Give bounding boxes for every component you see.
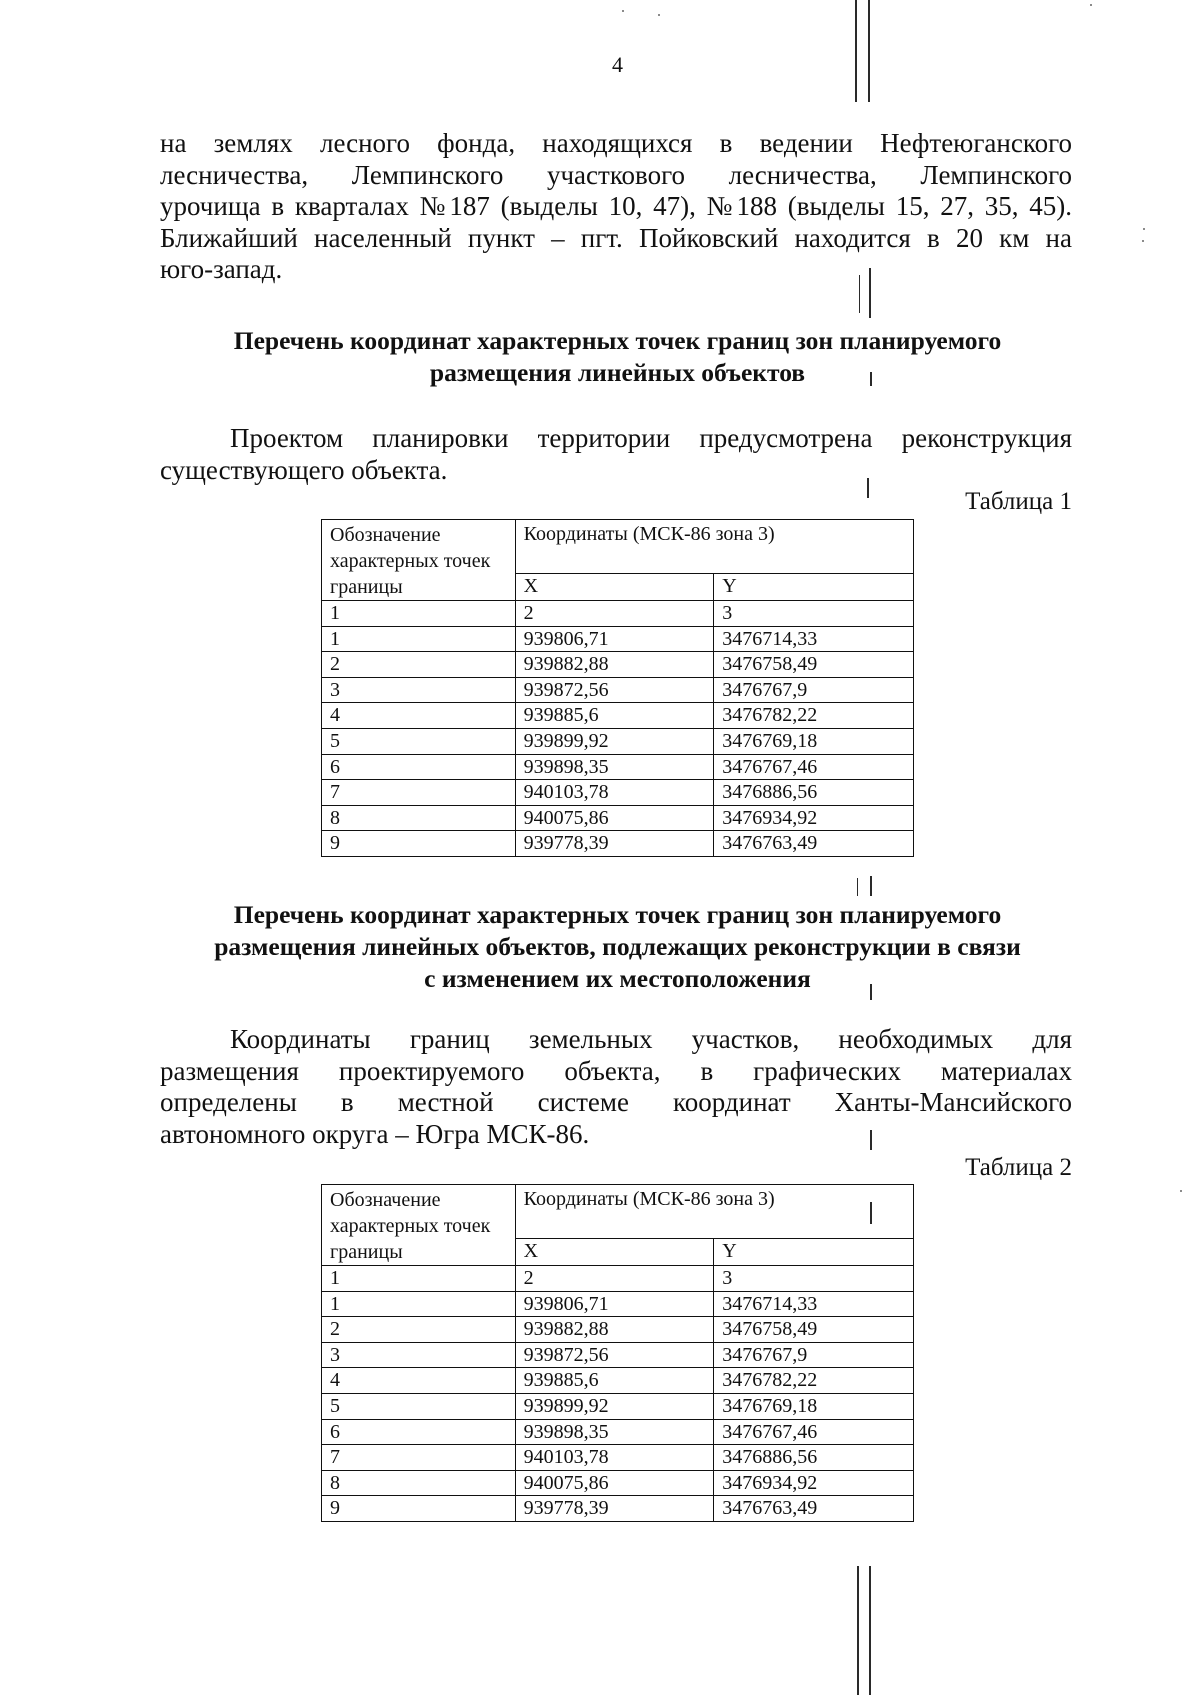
table-cell: 1	[322, 626, 516, 652]
header-coordinates: Координаты (МСК-86 зона 3)	[515, 1185, 913, 1239]
table-row	[322, 831, 914, 857]
scan-artifact-line	[869, 1566, 871, 1695]
table-cell: 3476886,56	[714, 780, 914, 806]
table-cell: 3476769,18	[714, 728, 914, 754]
header-y: Y	[714, 574, 914, 601]
table-cell: 7	[322, 780, 516, 806]
section1-paragraph	[160, 423, 1072, 486]
table-row	[322, 754, 914, 780]
paragraph-line: существующего объекта.	[160, 454, 448, 485]
table-header-row	[322, 1185, 914, 1239]
coordinates-table-2	[321, 1184, 914, 1522]
table-cell: 6	[322, 754, 516, 780]
table-row	[322, 652, 914, 678]
table-cell: 3476758,49	[714, 1317, 914, 1343]
table-row	[322, 677, 914, 703]
table-cell: 939898,35	[515, 754, 714, 780]
table-cell: 3476767,9	[714, 1342, 914, 1368]
table-cell: 3476763,49	[714, 831, 914, 857]
table-cell: 939872,56	[515, 1342, 714, 1368]
paragraph-line: Проектом планировки территории предусмотрена реконструкция	[230, 423, 1072, 453]
table-cell: 3	[714, 1266, 914, 1292]
paragraph-line: Ближайший населенный пункт – пгт. Пойковский находится в 20 км на	[160, 222, 1072, 253]
table-cell: 939882,88	[515, 652, 714, 678]
header-y: Y	[714, 1239, 914, 1266]
table-cell: 939898,35	[515, 1419, 714, 1445]
table2-caption: Таблица 2	[965, 1154, 1072, 1181]
table-row	[322, 1419, 914, 1445]
table-row	[322, 805, 914, 831]
table-cell: 3	[322, 677, 516, 703]
table-cell: 940103,78	[515, 1445, 714, 1471]
table-cell: 939882,88	[515, 1317, 714, 1343]
table-cell: 939806,71	[515, 626, 714, 652]
table-cell: 5	[322, 1393, 516, 1419]
table-row	[322, 1317, 914, 1343]
table-cell: 939899,92	[515, 728, 714, 754]
paragraph-line: определены в местной системе координат Ханты-Мансийского	[160, 1087, 1072, 1117]
paragraph-line: лесничества, Лемпинского участкового лесничества, Лемпинского	[160, 159, 1072, 190]
table-cell: 9	[322, 831, 516, 857]
header-coordinates: Координаты (МСК-86 зона 3)	[515, 520, 913, 574]
table-cell: 1	[322, 601, 516, 627]
table-cell: 939806,71	[515, 1291, 714, 1317]
scan-speck	[1090, 4, 1092, 6]
table-cell: 1	[322, 1291, 516, 1317]
page-number: 4	[612, 52, 623, 77]
section2-heading	[150, 899, 1085, 995]
heading-line: размещения линейных объектов	[429, 358, 806, 387]
paragraph-line: юго-запад.	[160, 254, 283, 284]
scan-artifact-line	[870, 876, 872, 896]
table-cell: 3476767,46	[714, 1419, 914, 1445]
table-numbering-row	[322, 1266, 914, 1292]
table-cell: 940103,78	[515, 780, 714, 806]
table-cell: 3476769,18	[714, 1393, 914, 1419]
header-x: X	[515, 574, 714, 601]
table-cell: 4	[322, 703, 516, 729]
paragraph-line: урочища в кварталах №187 (выделы 10, 47), №188 (выделы 15, 27, 35, 45).	[160, 191, 1072, 221]
table-cell: 939885,6	[515, 1368, 714, 1394]
table-cell: 7	[322, 1445, 516, 1471]
table-cell: 3476758,49	[714, 652, 914, 678]
header-point-designation: Обозначение характерных точек границы	[322, 1185, 516, 1266]
table-cell: 2	[515, 601, 714, 627]
table-cell: 3	[714, 601, 914, 627]
table-cell: 9	[322, 1496, 516, 1522]
header-point-designation: Обозначение характерных точек границы	[322, 520, 516, 601]
table-cell: 939885,6	[515, 703, 714, 729]
table-cell: 939778,39	[515, 831, 714, 857]
section1-heading	[150, 325, 1085, 389]
table-header-row	[322, 520, 914, 574]
table-row	[322, 703, 914, 729]
table-cell: 939872,56	[515, 677, 714, 703]
table-cell: 3	[322, 1342, 516, 1368]
table-row	[322, 1368, 914, 1394]
table-row	[322, 1445, 914, 1471]
coordinates-table-1	[321, 519, 914, 857]
table-cell: 3476767,46	[714, 754, 914, 780]
intro-paragraph	[160, 128, 1072, 286]
table-row	[322, 728, 914, 754]
table-row	[322, 1496, 914, 1522]
header-x: X	[515, 1239, 714, 1266]
section2-paragraph	[160, 1024, 1072, 1150]
table-cell: 3476886,56	[714, 1445, 914, 1471]
heading-line: Перечень координат характерных точек границ зон планируемого	[233, 326, 1002, 355]
scan-speck	[1142, 240, 1144, 242]
table-cell: 3476934,92	[714, 805, 914, 831]
scan-artifact-line	[855, 0, 857, 102]
scan-speck	[658, 14, 660, 16]
scan-speck	[1180, 1190, 1182, 1192]
table-cell: 3476714,33	[714, 1291, 914, 1317]
table-cell: 3476767,9	[714, 677, 914, 703]
table-numbering-row	[322, 601, 914, 627]
table-cell: 940075,86	[515, 1470, 714, 1496]
table1-caption: Таблица 1	[965, 488, 1072, 515]
table-row	[322, 1291, 914, 1317]
table-cell: 939778,39	[515, 1496, 714, 1522]
table-cell: 940075,86	[515, 805, 714, 831]
scan-artifact-line	[857, 878, 858, 896]
table-cell: 3476714,33	[714, 626, 914, 652]
paragraph-line: размещения проектируемого объекта, в графических материалах	[160, 1055, 1072, 1086]
table-cell: 3476782,22	[714, 703, 914, 729]
table-cell: 3476782,22	[714, 1368, 914, 1394]
paragraph-line: на землях лесного фонда, находящихся в ведении Нефтеюганского	[160, 128, 1072, 158]
table-row	[322, 1342, 914, 1368]
table-cell: 3476763,49	[714, 1496, 914, 1522]
table-cell: 3476934,92	[714, 1470, 914, 1496]
scan-speck	[622, 10, 624, 12]
table-cell: 4	[322, 1368, 516, 1394]
table-cell: 939899,92	[515, 1393, 714, 1419]
table-cell: 6	[322, 1419, 516, 1445]
scan-artifact-line	[868, 0, 870, 102]
table-cell: 1	[322, 1266, 516, 1292]
table-row	[322, 1470, 914, 1496]
table-cell: 8	[322, 805, 516, 831]
table-cell: 5	[322, 728, 516, 754]
table-cell: 2	[515, 1266, 714, 1292]
paragraph-line: автономного округа – Югра МСК-86.	[160, 1118, 590, 1149]
table-cell: 2	[322, 652, 516, 678]
heading-line: размещения линейных объектов, подлежащих реконструкции в связи	[214, 932, 1021, 961]
scan-speck	[1143, 228, 1145, 230]
heading-line: Перечень координат характерных точек границ зон планируемого	[233, 900, 1002, 929]
heading-line: с изменением их местоположения	[424, 964, 811, 993]
paragraph-line: Координаты границ земельных участков, необходимых для	[230, 1024, 1072, 1054]
table-row	[322, 780, 914, 806]
table-row	[322, 626, 914, 652]
table-row	[322, 1393, 914, 1419]
scan-artifact-line	[857, 1566, 859, 1695]
table-cell: 2	[322, 1317, 516, 1343]
table-cell: 8	[322, 1470, 516, 1496]
